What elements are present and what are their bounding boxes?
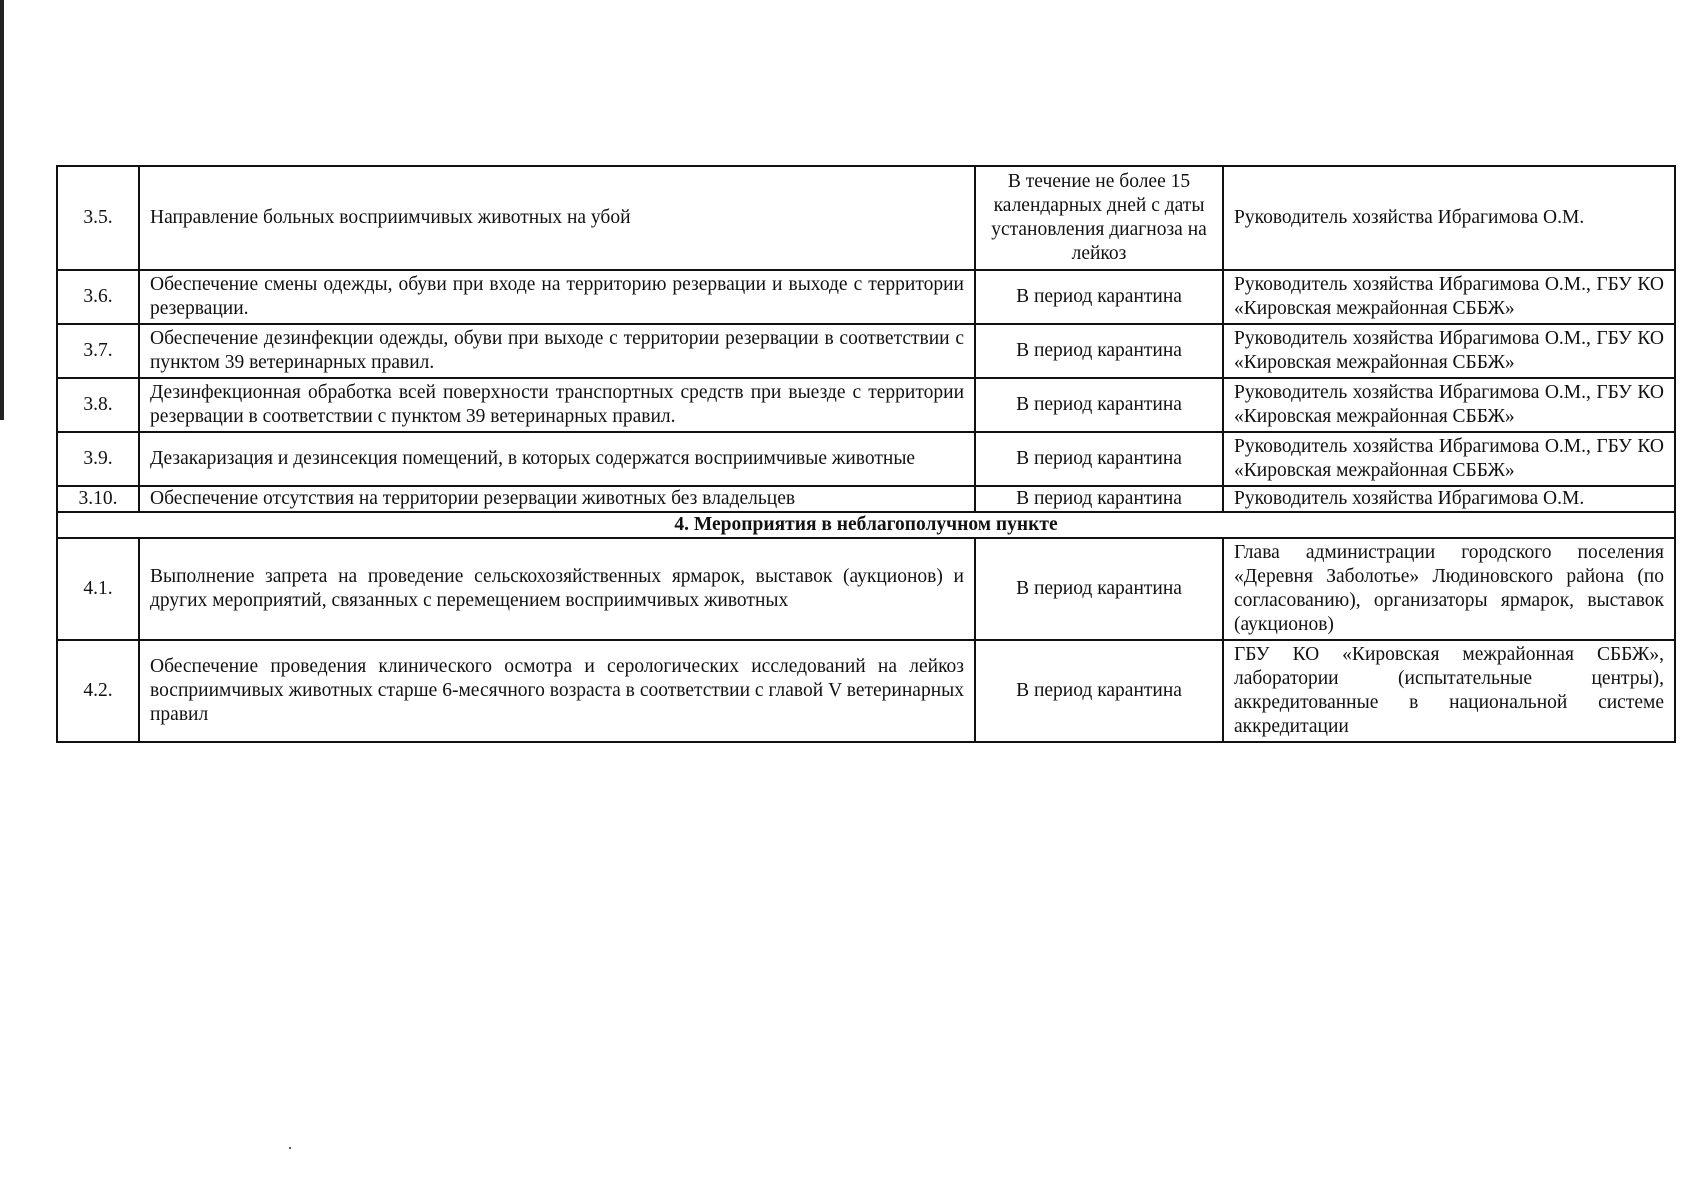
table-row — [57, 324, 1675, 378]
table-row — [57, 538, 1675, 640]
term-cell: В период карантина — [975, 378, 1223, 432]
measures-table — [56, 165, 1676, 743]
responsible-cell: Руководитель хозяйства Ибрагимова О.М., ГБУ КО «Кировская межрайонная СББЖ» — [1223, 378, 1675, 432]
action-cell: Обеспечение смены одежды, обуви при входе на территорию резервации и выходе с территории резервации. — [139, 270, 975, 324]
table-row — [57, 270, 1675, 324]
responsible-cell: Руководитель хозяйства Ибрагимова О.М. — [1223, 486, 1675, 512]
scan-left-edge — [0, 0, 4, 420]
term-cell: В период карантина — [975, 270, 1223, 324]
row-number: 3.9. — [57, 432, 139, 486]
action-cell: Дезинфекционная обработка всей поверхности транспортных средств при выезде с территории резервации в соответствии с пунктом 39 ветеринарных правил. — [139, 378, 975, 432]
action-cell: Направление больных восприимчивых животных на убой — [139, 166, 975, 270]
section-title: 4. Мероприятия в неблагополучном пункте — [57, 512, 1675, 538]
action-cell: Дезакаризация и дезинсекция помещений, в которых содержатся восприимчивые животные — [139, 432, 975, 486]
term-cell: В период карантина — [975, 640, 1223, 742]
term-cell: В период карантина — [975, 538, 1223, 640]
responsible-cell: Руководитель хозяйства Ибрагимова О.М., ГБУ КО «Кировская межрайонная СББЖ» — [1223, 270, 1675, 324]
table-row — [57, 432, 1675, 486]
term-cell: В течение не более 15 календарных дней с даты установления диагноза на лейкоз — [975, 166, 1223, 270]
term-cell: В период карантина — [975, 324, 1223, 378]
row-number: 3.8. — [57, 378, 139, 432]
row-number: 3.5. — [57, 166, 139, 270]
row-number: 3.6. — [57, 270, 139, 324]
table-row — [57, 640, 1675, 742]
row-number: 3.10. — [57, 486, 139, 512]
responsible-cell: Руководитель хозяйства Ибрагимова О.М. — [1223, 166, 1675, 270]
table-row — [57, 166, 1675, 270]
responsible-cell: ГБУ КО «Кировская межрайонная СББЖ», лаборатории (испытательные центры), аккредитованные в национальной системе аккредитации — [1223, 640, 1675, 742]
term-cell: В период карантина — [975, 432, 1223, 486]
action-cell: Обеспечение проведения клинического осмотра и серологических исследований на лейкоз восприимчивых животных старше 6-месячного возраста в соответствии с главой V ветеринарных правил — [139, 640, 975, 742]
table-row — [57, 486, 1675, 512]
action-cell: Обеспечение отсутствия на территории резервации животных без владельцев — [139, 486, 975, 512]
responsible-cell: Руководитель хозяйства Ибрагимова О.М., ГБУ КО «Кировская межрайонная СББЖ» — [1223, 432, 1675, 486]
section-header-row — [57, 512, 1675, 538]
action-cell: Обеспечение дезинфекции одежды, обуви при выходе с территории резервации в соответствии с пунктом 39 ветеринарных правил. — [139, 324, 975, 378]
action-cell: Выполнение запрета на проведение сельскохозяйственных ярмарок, выставок (аукционов) и других мероприятий, связанных с перемещением восприимчивых животных — [139, 538, 975, 640]
row-number: 3.7. — [57, 324, 139, 378]
responsible-cell: Глава администрации городского поселения «Деревня Заболотье» Людиновского района (по согласованию), организаторы ярмарок, выставок (аукционов) — [1223, 538, 1675, 640]
row-number: 4.1. — [57, 538, 139, 640]
responsible-cell: Руководитель хозяйства Ибрагимова О.М., ГБУ КО «Кировская межрайонная СББЖ» — [1223, 324, 1675, 378]
term-cell: В период карантина — [975, 486, 1223, 512]
scan-speck — [289, 1147, 291, 1149]
row-number: 4.2. — [57, 640, 139, 742]
table-row — [57, 378, 1675, 432]
